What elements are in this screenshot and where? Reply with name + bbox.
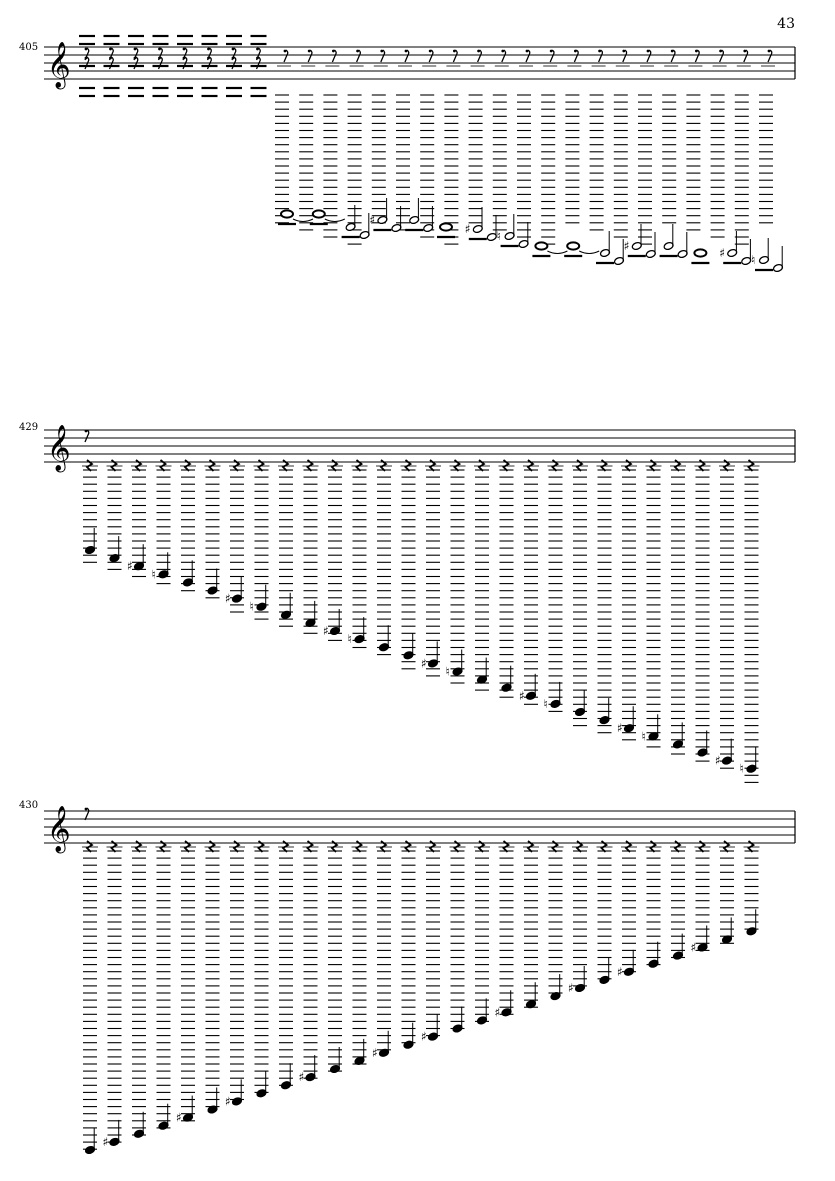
sharp-accidental: ♯	[298, 1070, 305, 1085]
descending-column	[323, 460, 343, 640]
descending-column	[544, 460, 564, 711]
measure-number-430: 430	[19, 800, 39, 811]
descending-column	[670, 460, 686, 754]
whole-note	[281, 210, 293, 217]
chord-column	[251, 36, 267, 96]
ascending-column	[646, 841, 662, 968]
descending-column	[180, 460, 196, 591]
treble-clef: 𝄞	[47, 806, 71, 852]
descending-column	[617, 460, 637, 740]
ascending-column	[131, 841, 147, 1138]
tail-note	[751, 238, 783, 273]
natural-accidental: ♮	[445, 664, 450, 679]
descending-column	[642, 460, 662, 747]
rest-dot	[477, 50, 480, 53]
rest-column	[422, 50, 436, 66]
ledger-stack	[517, 95, 531, 237]
ascending-column	[548, 841, 564, 1001]
rest-column	[301, 50, 315, 66]
tie	[579, 251, 599, 254]
descending-column	[474, 460, 490, 690]
natural-accidental: ♮	[543, 696, 548, 711]
rest-column	[519, 50, 533, 66]
rest-column	[761, 50, 775, 66]
rest-dot	[308, 50, 311, 53]
rest-column	[640, 50, 654, 66]
sharp-accidental: ♯	[617, 964, 623, 979]
descending-column	[348, 460, 368, 648]
natural-accidental: ♮	[739, 761, 744, 776]
ledger-stack	[735, 95, 749, 244]
chord-column	[128, 36, 144, 96]
rest-dot	[695, 50, 698, 53]
whole-note	[440, 223, 452, 230]
descending-column	[376, 460, 392, 655]
rest-dot	[719, 50, 722, 53]
rest-column	[664, 50, 678, 66]
sharp-accidental: ♯	[617, 721, 623, 736]
rest-column	[616, 50, 630, 66]
rest-column	[350, 50, 364, 66]
natural-accidental: ♮	[496, 229, 501, 243]
rest-dot	[232, 57, 235, 60]
descending-column	[127, 460, 147, 577]
whole-note	[567, 242, 579, 249]
rest-dot	[85, 57, 88, 60]
descending-column	[303, 460, 319, 633]
sharp-accidental: ♯	[421, 656, 427, 671]
sharp-accidental: ♯	[719, 246, 726, 260]
ledger-stack	[275, 95, 289, 223]
rest-dot	[622, 50, 625, 53]
rest-column	[495, 50, 509, 66]
ascending-column	[352, 841, 368, 1065]
natural-accidental: ♮	[751, 253, 756, 267]
ascending-column	[327, 841, 343, 1074]
rest-dot	[501, 50, 504, 53]
descending-column	[401, 460, 417, 669]
tail-note	[465, 207, 497, 242]
sharp-accidental: ♯	[102, 1134, 109, 1149]
ascending-column	[421, 841, 441, 1044]
descending-column	[278, 460, 294, 626]
rest-dot	[158, 48, 161, 51]
ascending-column	[568, 841, 588, 995]
descending-column	[695, 460, 711, 761]
ledger-stack	[444, 95, 458, 244]
sharp-accidental: ♯	[464, 222, 471, 236]
sharp-accidental: ♯	[690, 940, 697, 955]
ledger-stack	[396, 95, 410, 230]
descending-column	[107, 460, 123, 569]
treble-clef: 𝄞	[47, 425, 71, 471]
chord-column	[104, 36, 120, 96]
ledger-stack	[590, 95, 604, 230]
natural-accidental: ♮	[347, 632, 352, 647]
ascending-column	[719, 841, 735, 944]
rest-column	[374, 50, 388, 66]
rest-dot	[158, 57, 161, 60]
descending-column	[572, 460, 588, 726]
rest-column	[713, 50, 727, 66]
sharp-accidental: ♯	[225, 1094, 231, 1109]
rest-dot	[768, 50, 771, 53]
rest-dot	[183, 57, 186, 60]
chord-column	[153, 36, 169, 96]
measure-number-405: 405	[19, 42, 39, 53]
descending-column	[152, 460, 172, 584]
ascending-column	[372, 841, 392, 1060]
rest-dot	[134, 57, 137, 60]
rest-dot	[453, 50, 456, 53]
rest-dot	[207, 48, 210, 51]
measure-number-429: 429	[19, 422, 39, 433]
ledger-stack	[299, 95, 313, 230]
sharp-accidental: ♯	[715, 753, 721, 768]
rest-dot	[671, 50, 674, 53]
rest-dot	[429, 50, 432, 53]
ledger-stack	[759, 95, 773, 223]
rest-column	[737, 50, 751, 66]
ascending-column	[156, 841, 172, 1130]
rest-dot	[526, 50, 529, 53]
natural-accidental: ♮	[249, 599, 254, 614]
descending-column	[250, 460, 270, 619]
rest-dot	[109, 57, 112, 60]
descending-column	[740, 460, 760, 782]
rest-dot	[134, 48, 137, 51]
rest-dot	[256, 57, 259, 60]
ascending-column	[670, 841, 686, 960]
tie	[325, 219, 345, 222]
rest-dot	[284, 50, 287, 53]
ledger-stack	[614, 95, 628, 237]
rest-column	[277, 50, 291, 66]
ledger-stack	[541, 95, 555, 244]
ledger-stack	[686, 95, 700, 230]
ascending-column	[176, 841, 196, 1125]
rest-dot	[743, 50, 746, 53]
rest-dot	[332, 50, 335, 53]
rest-column	[471, 50, 485, 66]
ascending-column	[474, 841, 490, 1025]
natural-accidental: ♮	[151, 567, 156, 582]
sharp-accidental: ♯	[369, 213, 376, 227]
ledger-stack	[711, 95, 725, 237]
tie	[293, 219, 313, 222]
sharp-accidental: ♯	[519, 688, 525, 703]
tail-note	[497, 214, 529, 249]
descending-column	[82, 460, 98, 562]
descending-column	[421, 460, 441, 676]
ascending-column	[495, 841, 515, 1019]
treble-clef: 𝄞	[47, 42, 71, 88]
sharp-accidental: ♯	[623, 239, 630, 253]
ascending-column	[82, 841, 98, 1155]
sharp-accidental: ♯	[494, 1005, 501, 1020]
tail-note	[660, 224, 688, 259]
chord-column	[177, 36, 193, 96]
tail-note	[310, 210, 345, 224]
whole-note	[313, 210, 325, 217]
whole-note	[694, 249, 706, 256]
rest-column	[543, 50, 557, 66]
ascending-column	[523, 841, 539, 1009]
tie	[547, 251, 567, 254]
sharp-accidental: ♯	[176, 1110, 182, 1125]
tail-note	[564, 242, 599, 256]
ascending-column	[205, 841, 221, 1114]
rest-dot	[550, 50, 553, 53]
sharp-accidental: ♯	[225, 591, 231, 606]
sharp-accidental: ♯	[568, 981, 574, 995]
sharp-accidental: ♯	[323, 624, 329, 638]
rest-dot	[405, 50, 408, 53]
rest-dot	[183, 48, 186, 51]
rest-column	[398, 50, 412, 66]
ledger-stack	[469, 95, 483, 223]
descending-column	[597, 460, 613, 733]
rest-column	[592, 50, 606, 66]
rest-dot	[85, 808, 88, 811]
chord-column	[79, 36, 95, 96]
sharp-accidental: ♯	[421, 1029, 427, 1044]
ascending-column	[225, 841, 245, 1108]
ascending-column	[103, 841, 123, 1149]
ledger-stack	[493, 95, 507, 230]
ascending-column	[254, 841, 270, 1098]
descending-column	[205, 460, 221, 598]
tail-note	[719, 231, 751, 266]
page-number: 43	[777, 16, 795, 32]
rest-dot	[207, 57, 210, 60]
ascending-column	[450, 841, 466, 1033]
tail-note	[596, 231, 624, 266]
rest-dot	[356, 50, 359, 53]
rest-dot	[85, 430, 88, 433]
chord-column	[202, 36, 218, 96]
whole-note	[535, 242, 547, 249]
tail-note	[278, 210, 313, 224]
rest-dot	[109, 48, 112, 51]
rest-dot	[574, 50, 577, 53]
ledger-stack	[372, 95, 386, 223]
chord-column	[226, 36, 242, 96]
ledger-stack	[638, 95, 652, 244]
rest-dot	[598, 50, 601, 53]
descending-column	[519, 460, 539, 704]
ascending-column	[597, 841, 613, 984]
natural-accidental: ♮	[641, 729, 646, 744]
descending-column	[499, 460, 515, 697]
ledger-stack	[662, 95, 676, 223]
descending-column	[446, 460, 466, 683]
rest-dot	[256, 48, 259, 51]
rest-dot	[85, 48, 88, 51]
descending-column	[715, 460, 735, 768]
ledger-stack	[323, 95, 337, 237]
ascending-column	[691, 841, 711, 955]
tail-note	[624, 224, 656, 259]
rest-column	[446, 50, 460, 66]
rest-dot	[380, 50, 383, 53]
ascending-column	[617, 841, 637, 979]
sharp-accidental: ♯	[372, 1045, 378, 1060]
tail-note	[691, 249, 709, 263]
ascending-column	[401, 841, 417, 1049]
sharp-accidental: ♯	[127, 559, 133, 574]
ascending-column	[744, 841, 760, 936]
ledger-stack	[565, 95, 579, 223]
rest-column	[325, 50, 339, 66]
ascending-column	[299, 841, 319, 1084]
rest-dot	[647, 50, 650, 53]
descending-column	[225, 460, 245, 612]
rest-column	[688, 50, 702, 66]
ascending-column	[278, 841, 294, 1090]
rest-column	[567, 50, 581, 66]
rest-dot	[232, 48, 235, 51]
